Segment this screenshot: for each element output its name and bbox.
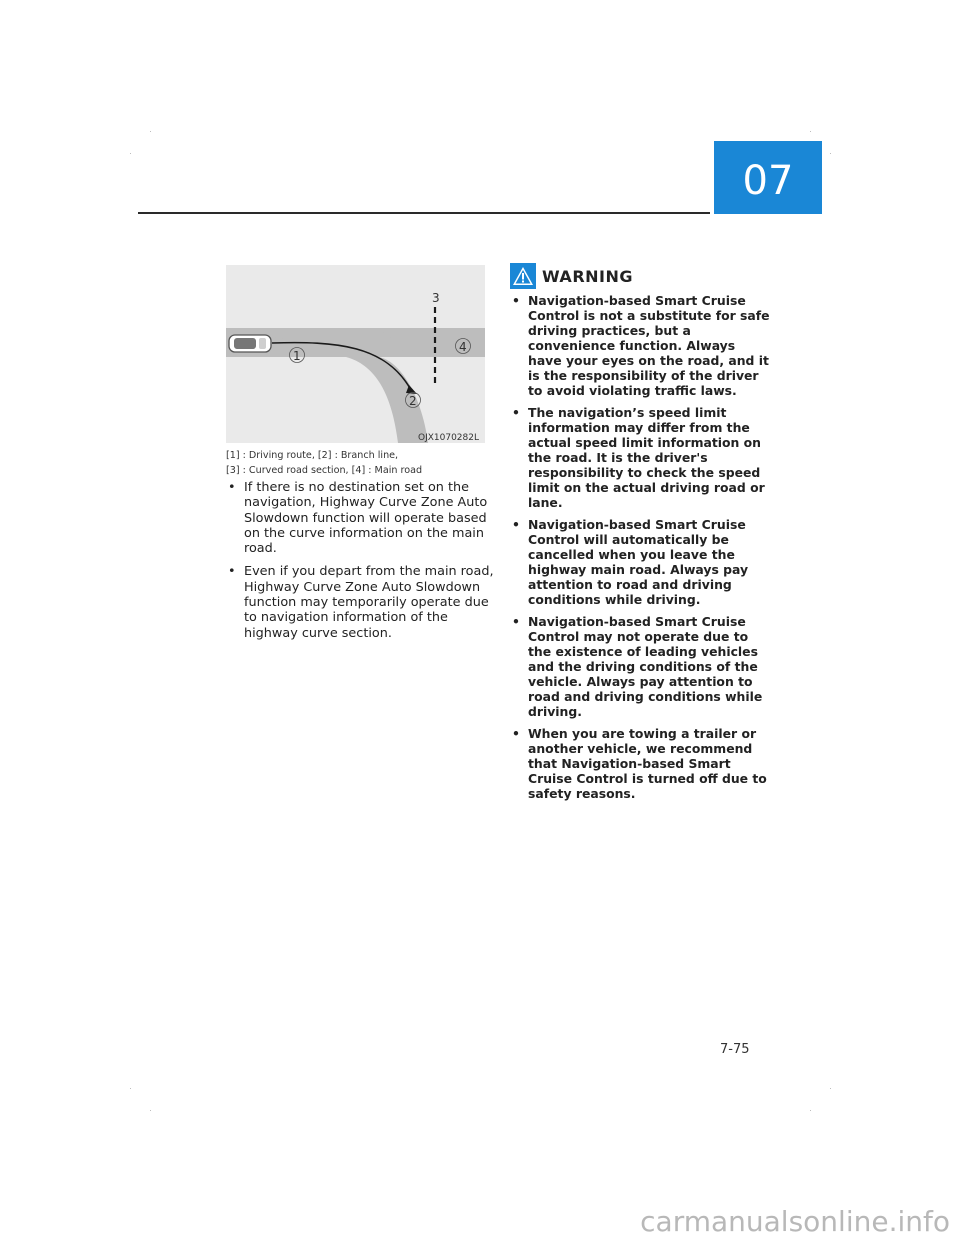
header-rule (138, 212, 710, 214)
crop-mark (150, 1110, 151, 1111)
list-item: • When you are towing a trailer or another vehicle, we recommend that Navigation-based Smart Cruise Control is turned off due to safety reasons. (510, 726, 772, 801)
list-item: • The navigation’s speed limit information may differ from the actual speed limit information on the road. It is the driver's responsibility to check the speed limit on the actual driving road or lane. (510, 405, 772, 510)
chapter-tab: 07 (714, 141, 822, 214)
crop-mark (810, 131, 811, 132)
crop-mark (150, 131, 151, 132)
label-2: 2 (409, 394, 417, 408)
car-icon (229, 335, 271, 352)
warning-triangle-icon (510, 263, 536, 289)
label-3: 3 (432, 291, 440, 305)
info-list (226, 480, 494, 649)
figure-caption (226, 448, 496, 478)
list-item: • Navigation-based Smart Cruise Control will automatically be cancelled when you leave the highway main road. Always pay attention to road and driving conditions while driving. (510, 517, 772, 607)
page-number: 7-75 (720, 1042, 750, 1057)
road-diagram (226, 265, 485, 443)
warning-title: WARNING (542, 266, 633, 286)
warning-header (510, 262, 633, 290)
list-item: • If there is no destination set on the navigation, Highway Curve Zone Auto Slowdown function will operate based on the curve information on the main road. (226, 480, 494, 556)
caption-line: [3] : Curved road section, [4] : Main road (226, 465, 423, 476)
warning-list (510, 293, 772, 808)
caption-line: [1] : Driving route, [2] : Branch line, (226, 450, 399, 461)
crop-mark (830, 1088, 831, 1089)
crop-mark (830, 153, 831, 154)
crop-mark (130, 1088, 131, 1089)
label-4: 4 (459, 340, 467, 354)
crop-mark (130, 153, 131, 154)
list-item: • Navigation-based Smart Cruise Control is not a substitute for safe driving practices, but a convenience function. Always have your eyes on the road, and it is the responsibility of the driver to avoid violating traffic laws. (510, 293, 772, 398)
list-item: • Even if you depart from the main road, Highway Curve Zone Auto Slowdown function may temporarily operate due to navigation information of the highway curve section. (226, 564, 494, 640)
crop-mark (810, 1110, 811, 1111)
label-1: 1 (293, 349, 301, 363)
figure-code: OJX1070282L (417, 433, 479, 443)
list-item: • Navigation-based Smart Cruise Control may not operate due to the existence of leading vehicles and the driving conditions of the vehicle. Always pay attention to road and driving conditions while driving. (510, 614, 772, 719)
watermark: carmanualsonline.info (640, 1205, 950, 1238)
